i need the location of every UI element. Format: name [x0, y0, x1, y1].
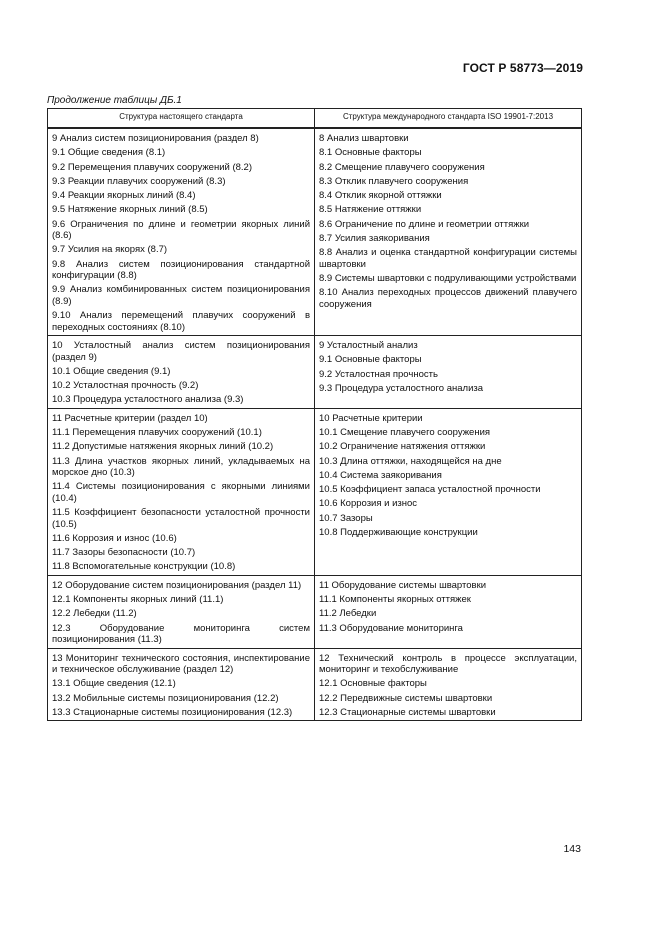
clause-entry: 9.2 Усталостная прочность: [319, 368, 438, 380]
clause-entry: 9.7 Усилия на якорях (8.7): [52, 244, 168, 256]
clause-entry: 9 Усталостный анализ: [319, 340, 418, 351]
clause-entry: 10.6 Коррозия и износ: [319, 498, 418, 510]
clause-entry: 10.7 Зазоры: [319, 512, 373, 524]
table-body: [48, 128, 582, 721]
clause-entry: 9.9 Анализ комбинированных систем позиционирования (8.9): [52, 284, 310, 307]
national-structure-cell: [48, 128, 315, 336]
clause-entry: 12 Технический контроль в процессе эксплуатации, мониторинг и техобслуживание: [319, 652, 577, 675]
clause-entry: 10.4 Система заякоривания: [319, 469, 442, 481]
clause-entry: 10.1 Общие сведения (9.1): [52, 365, 171, 377]
clause-entry: 10.1 Смещение плавучего сооружения: [319, 427, 491, 438]
clause-entry: 8.10 Анализ переходных процессов движений плавучего сооружения: [319, 287, 577, 310]
clause-entry: 10.2 Усталостная прочность (9.2): [52, 380, 199, 391]
clause-entry: 11 Расчетные критерии (раздел 10): [52, 412, 208, 424]
clause-entry: 10.5 Коэффициент запаса усталостной прочности: [319, 484, 541, 495]
clause-entry: 12.3 Оборудование мониторинга систем позиционирования (11.3): [52, 622, 310, 645]
clause-entry: 8.3 Отклик плавучего сооружения: [319, 175, 469, 187]
clause-entry: 10.3 Процедура усталостного анализа (9.3): [52, 394, 244, 406]
clause-entry: 11.8 Вспомогательные конструкции (10.8): [52, 561, 236, 573]
clause-entry: 11.2 Лебедки: [319, 608, 377, 620]
table-row: [48, 648, 582, 721]
clause-entry: 13.2 Мобильные системы позиционирования (12.2): [52, 692, 279, 704]
clause-entry: 12.3 Стационарные системы швартовки: [319, 706, 496, 718]
clause-entry: 11.4 Системы позиционирования с якорными линиями (10.4): [52, 481, 310, 504]
clause-entry: 8 Анализ швартовки: [319, 133, 409, 144]
clause-entry: 8.4 Отклик якорной оттяжки: [319, 190, 442, 201]
table-row: [48, 128, 582, 336]
clause-entry: 11.1 Перемещения плавучих сооружений (10.1): [52, 427, 262, 438]
iso-structure-cell: [315, 575, 582, 648]
clause-entry: 9.2 Перемещения плавучих сооружений (8.2): [52, 161, 253, 173]
clause-entry: 11 Оборудование системы швартовки: [319, 579, 487, 591]
clause-entry: 11.7 Зазоры безопасности (10.7): [52, 547, 196, 558]
clause-entry: 13.3 Стационарные системы позиционирования (12.3): [52, 706, 293, 718]
clause-entry: 11.5 Коэффициент безопасности усталостной прочности (10.5): [52, 507, 310, 530]
clause-entry: 8.1 Основные факторы: [319, 147, 422, 159]
clause-entry: 9.4 Реакции якорных линий (8.4): [52, 190, 196, 201]
national-structure-cell: [48, 408, 315, 575]
standard-number: ГОСТ Р 58773—2019: [462, 61, 583, 75]
clause-entry: 9.5 Натяжение якорных линий (8.5): [52, 204, 208, 216]
clause-entry: 10.3 Длина оттяжки, находящейся на дне: [319, 455, 502, 467]
clause-entry: 10.8 Поддерживающие конструкции: [319, 526, 478, 538]
clause-entry: 8.7 Усилия заякоривания: [319, 232, 430, 244]
clause-entry: 12.1 Компоненты якорных линий (11.1): [52, 594, 224, 605]
clause-entry: 8.9 Системы швартовки с подруливающими устройствами: [319, 272, 577, 284]
iso-structure-cell: [315, 128, 582, 336]
clause-entry: 9.3 Процедура усталостного анализа: [319, 382, 484, 394]
clause-entry: 12 Оборудование систем позиционирования (раздел 11): [52, 579, 302, 591]
clause-entry: 9 Анализ систем позиционирования (раздел 8): [52, 133, 259, 144]
table-row: [48, 408, 582, 575]
correspondence-table: [47, 108, 582, 721]
table-caption: Продолжение таблицы ДБ.1: [47, 95, 182, 106]
iso-structure-cell: [315, 648, 582, 721]
national-structure-cell: [48, 648, 315, 721]
page-number: 143: [563, 843, 581, 855]
column-header-national: Структура настоящего стандарта: [48, 109, 315, 129]
clause-entry: 11.3 Оборудование мониторинга: [319, 622, 463, 634]
table-header-row: [48, 109, 582, 129]
iso-structure-cell: [315, 336, 582, 409]
clause-entry: 10 Усталостный анализ систем позиционирования (раздел 9): [52, 340, 310, 363]
clause-entry: 13 Мониторинг технического состояния, инспектирование и техническое обслуживание (раздел 12): [52, 652, 310, 675]
table-row: [48, 575, 582, 648]
clause-entry: 11.6 Коррозия и износ (10.6): [52, 532, 177, 544]
clause-entry: 13.1 Общие сведения (12.1): [52, 678, 176, 690]
clause-entry: 11.1 Компоненты якорных оттяжек: [319, 594, 471, 605]
clause-entry: 9.10 Анализ перемещений плавучих сооружений в переходных состояниях (8.10): [52, 310, 310, 333]
clause-entry: 10 Расчетные критерии: [319, 412, 423, 424]
clause-entry: 9.3 Реакции плавучих сооружений (8.3): [52, 175, 226, 187]
national-structure-cell: [48, 575, 315, 648]
clause-entry: 9.8 Анализ систем позиционирования стандартной конфигурации (8.8): [52, 258, 310, 281]
clause-entry: 9.6 Ограничения по длине и геометрии якорных линий (8.6): [52, 218, 310, 241]
clause-entry: 9.1 Общие сведения (8.1): [52, 147, 166, 159]
clause-entry: 9.1 Основные факторы: [319, 354, 422, 366]
clause-entry: 8.2 Смещение плавучего сооружения: [319, 161, 485, 173]
clause-entry: 8.5 Натяжение оттяжки: [319, 204, 422, 216]
clause-entry: 8.8 Анализ и оценка стандартной конфигурации системы швартовки: [319, 247, 577, 270]
clause-entry: 12.2 Передвижные системы швартовки: [319, 692, 493, 704]
national-structure-cell: [48, 336, 315, 409]
clause-entry: 12.2 Лебедки (11.2): [52, 608, 137, 620]
iso-structure-cell: [315, 408, 582, 575]
clause-entry: 11.2 Допустимые натяжения якорных линий (10.2): [52, 441, 274, 453]
clause-entry: 8.6 Ограничение по длине и геометрии оттяжки: [319, 218, 530, 230]
column-header-international: Структура международного стандарта ISO 19901-7:2013: [315, 109, 582, 129]
clause-entry: 11.3 Длина участков якорных линий, укладываемых на морское дно (10.3): [52, 455, 310, 478]
table-row: [48, 336, 582, 409]
clause-entry: 10.2 Ограничение натяжения оттяжки: [319, 441, 486, 453]
clause-entry: 12.1 Основные факторы: [319, 678, 427, 690]
